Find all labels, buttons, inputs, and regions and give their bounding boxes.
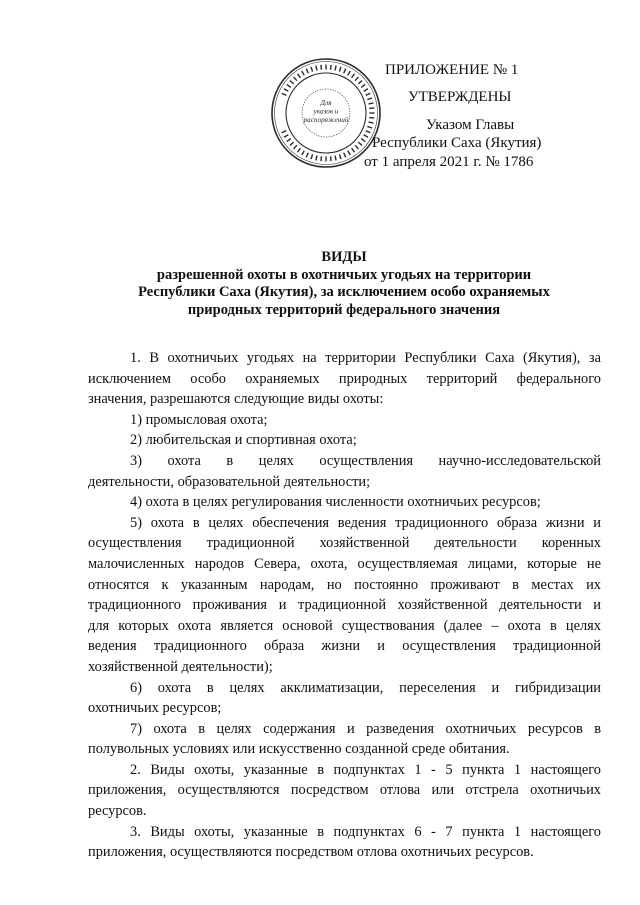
- paragraph-line: полувольных условиях или искусственно созданной среде обитания.: [88, 741, 510, 758]
- title-line: Республики Саха (Якутия), за исключением особо охраняемых: [138, 284, 550, 301]
- paragraph-line: 3. Виды охоты, указанные в подпунктах 6 - 7 пункта 1 настоящего: [130, 823, 601, 840]
- paragraph-line: значения, разрешаются следующие виды охоты:: [88, 391, 384, 408]
- document-title: [88, 249, 600, 319]
- paragraph: [88, 719, 601, 760]
- paragraph-line: осуществления традиционной хозяйственной деятельности коренных: [88, 535, 601, 552]
- title-line: разрешенной охоты в охотничьих угодьях на территории: [156, 266, 532, 283]
- paragraph-line: исключением особо охраняемых природных территорий федерального: [88, 370, 601, 387]
- decree-line-2: Республики Саха (Якутия): [372, 135, 542, 151]
- paragraph: [88, 760, 601, 822]
- seal-center-text: распоряжений: [303, 116, 349, 124]
- paragraph-line: малочисленных народов Севера, охота, осуществляемая лицами, которые не: [88, 555, 601, 572]
- paragraph-line: 4) охота в целях регулирования численности охотничьих ресурсов;: [130, 494, 541, 511]
- appendix-label: ПРИЛОЖЕНИЕ № 1: [385, 62, 519, 78]
- paragraph-line: хозяйственной деятельности);: [88, 658, 273, 675]
- approved-label: УТВЕРЖДЕНЫ: [408, 89, 512, 105]
- title-subtitle: [88, 267, 600, 320]
- paragraph-line: ресурсов.: [88, 803, 147, 820]
- paragraph-line: 7) охота в целях содержания и разведения охотничьих ресурсов в: [130, 720, 601, 737]
- paragraph-line: ведения традиционного образа жизни и осуществления традиционной: [88, 638, 601, 655]
- paragraph-line: традиционного проживания и традиционной хозяйственной деятельности и: [88, 597, 601, 614]
- paragraph: [88, 492, 601, 513]
- paragraph-line: 1) промысловая охота;: [130, 411, 268, 428]
- paragraph-line: приложения, осуществляются посредством отлова или отстрела охотничьих: [88, 782, 601, 799]
- paragraph: [88, 822, 601, 863]
- paragraph: [88, 410, 601, 431]
- paragraph-line: 2. Виды охоты, указанные в подпунктах 1 - 5 пункта 1 настоящего: [130, 761, 601, 778]
- paragraph-line: 1. В охотничьих угодьях на территории Республики Саха (Якутия), за: [130, 350, 601, 366]
- paragraph-line: 3) охота в целях осуществления научно-исследовательской: [130, 452, 601, 469]
- paragraph-line: относятся к указанным народам, но постоянно проживают в местах их: [88, 576, 601, 593]
- paragraph-line: 6) охота в целях акклиматизации, переселения и гибридизации: [130, 679, 601, 696]
- seal-center-text: Для: [320, 99, 332, 107]
- paragraph: [88, 430, 601, 451]
- paragraph: [88, 451, 601, 492]
- title-line: природных территорий федерального значения: [187, 301, 501, 318]
- paragraph: [88, 348, 601, 410]
- paragraph-line: охотничьих ресурсов;: [88, 700, 222, 717]
- document-body: [88, 348, 601, 863]
- paragraph-line: деятельности, образовательной деятельности;: [88, 473, 371, 490]
- paragraph: [88, 678, 601, 719]
- paragraph: [88, 513, 601, 678]
- paragraph-line: 5) охота в целях обеспечения ведения традиционного образа жизни и: [130, 514, 601, 531]
- decree-line-1: Указом Главы: [426, 117, 515, 133]
- decree-line-3: от 1 апреля 2021 г. № 1786: [364, 154, 534, 170]
- paragraph-line: 2) любительская и спортивная охота;: [130, 432, 357, 449]
- paragraph-line: для которых охота является основой существования (далее – охота в целях: [88, 617, 601, 634]
- seal-center-text: указов и: [313, 107, 339, 116]
- title-heading: ВИДЫ: [321, 249, 367, 265]
- paragraph-line: приложения, осуществляются посредством отлова охотничьих ресурсов.: [88, 844, 534, 861]
